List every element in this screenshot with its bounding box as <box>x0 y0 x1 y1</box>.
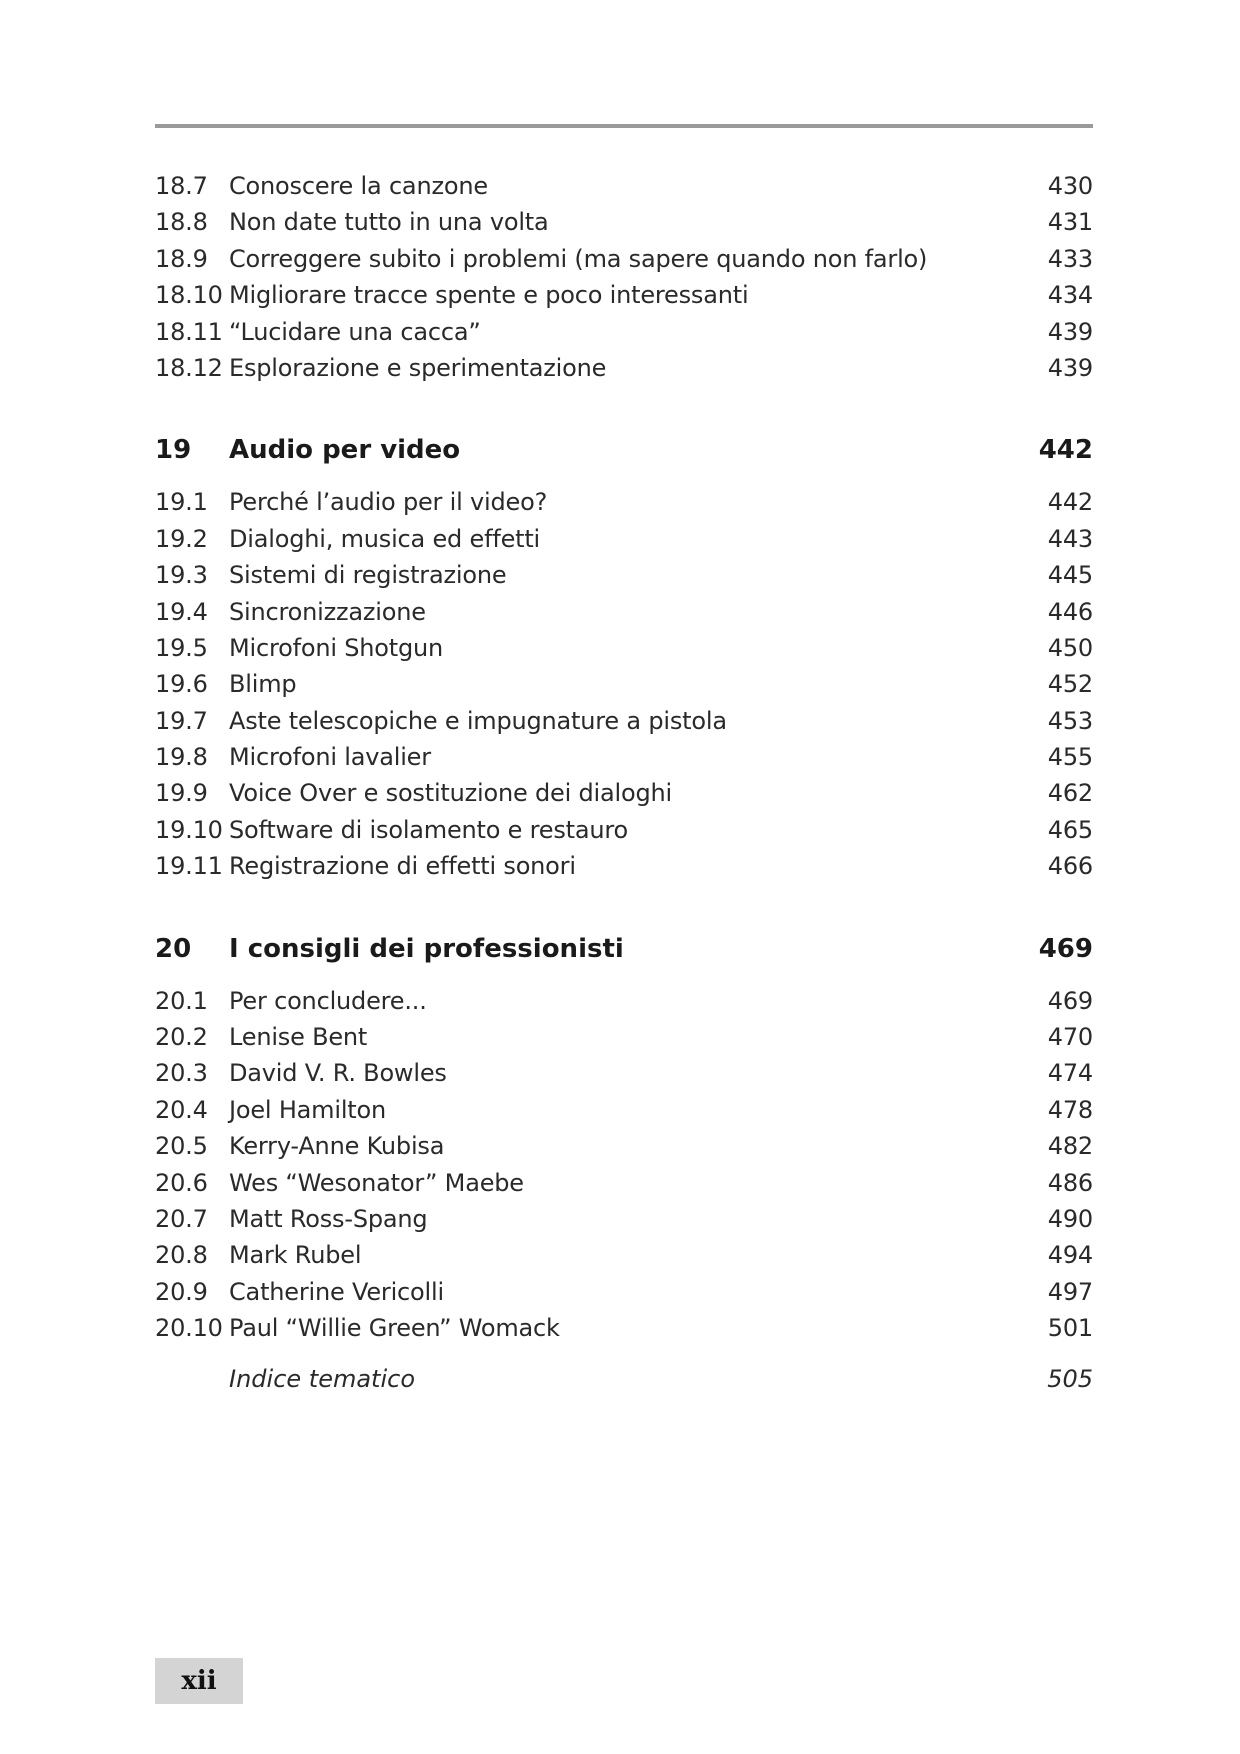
toc-entry-number: 20.2 <box>155 1023 208 1052</box>
spacer <box>155 885 1093 929</box>
toc-entry-page: 434 <box>1047 281 1093 310</box>
toc-entry-page: 439 <box>1047 317 1093 346</box>
toc-entry-20-8[interactable] <box>155 1237 1093 1273</box>
toc-entry-20-7[interactable] <box>155 1201 1093 1237</box>
toc-entry-page: 442 <box>1047 488 1093 517</box>
toc-entry-title: Migliorare tracce spente e poco interessanti <box>229 281 749 310</box>
chapter-number: 19 <box>155 435 192 466</box>
toc-entry-page: 450 <box>1047 633 1093 662</box>
toc-entry-number: 18.11 <box>155 317 223 346</box>
toc-entry-18-9[interactable] <box>155 241 1093 277</box>
toc-entry-number: 19.10 <box>155 815 223 844</box>
toc-entry-number: 20.3 <box>155 1059 208 1088</box>
toc-entry-page: 446 <box>1047 597 1093 626</box>
spacer <box>155 470 1093 484</box>
toc-entry-20-9[interactable] <box>155 1274 1093 1310</box>
toc-entry-page: 501 <box>1047 1314 1093 1343</box>
toc-entry-title: Wes “Wesonator” Maebe <box>229 1168 524 1197</box>
toc-entry-19-10[interactable] <box>155 812 1093 848</box>
toc-entry-20-3[interactable] <box>155 1055 1093 1091</box>
toc-entry-number: 20.10 <box>155 1314 223 1343</box>
toc-entry-page: 469 <box>1047 986 1093 1015</box>
toc-entry-number: 19.9 <box>155 779 208 808</box>
toc-entry-page: 443 <box>1047 524 1093 553</box>
toc-entry-title: Dialoghi, musica ed effetti <box>229 524 541 553</box>
index-page: 505 <box>1047 1364 1093 1393</box>
toc-entry-page: 462 <box>1047 779 1093 808</box>
toc-entry-page: 478 <box>1047 1095 1093 1124</box>
toc-entry-title: Registrazione di effetti sonori <box>229 852 576 881</box>
toc-entry-20-1[interactable] <box>155 983 1093 1019</box>
toc-entry-title: Aste telescopiche e impugnature a pistola <box>229 706 727 735</box>
toc-entry-20-6[interactable] <box>155 1165 1093 1201</box>
toc-entry-19-8[interactable] <box>155 739 1093 775</box>
toc-entry-title: Catherine Vericolli <box>229 1277 444 1306</box>
toc-entry-title: David V. R. Bowles <box>229 1059 447 1088</box>
toc-entry-number: 18.9 <box>155 244 208 273</box>
toc-chapter-20[interactable] <box>155 929 1093 969</box>
toc-entry-page: 482 <box>1047 1132 1093 1161</box>
toc-entry-page: 494 <box>1047 1241 1093 1270</box>
toc-entry-title: Correggere subito i problemi (ma sapere quando non farlo) <box>229 244 928 273</box>
toc-entry-18-11[interactable] <box>155 314 1093 350</box>
toc-entry-title: Kerry-Anne Kubisa <box>229 1132 445 1161</box>
toc-entry-number: 20.1 <box>155 986 208 1015</box>
page-number: xii <box>155 1658 243 1704</box>
spacer <box>155 969 1093 983</box>
toc-entry-19-11[interactable] <box>155 848 1093 884</box>
toc-entry-number: 20.5 <box>155 1132 208 1161</box>
toc-entry-page: 466 <box>1047 852 1093 881</box>
table-of-contents <box>155 168 1093 1397</box>
toc-entry-title: Per concludere... <box>229 986 427 1015</box>
toc-entry-number: 19.1 <box>155 488 208 517</box>
toc-entry-title: Conoscere la canzone <box>229 172 488 200</box>
toc-entry-page: 490 <box>1047 1204 1093 1233</box>
toc-entry-title: Joel Hamilton <box>229 1095 386 1124</box>
toc-entry-number: 19.11 <box>155 852 223 881</box>
toc-entry-page: 474 <box>1047 1059 1093 1088</box>
chapter-title: Audio per video <box>229 435 461 466</box>
toc-entry-title: Blimp <box>229 670 297 699</box>
top-rule <box>155 124 1093 128</box>
toc-entry-title: Perché l’audio per il video? <box>229 488 548 517</box>
toc-entry-number: 19.2 <box>155 524 208 553</box>
toc-entry-title: Paul “Willie Green” Womack <box>229 1314 560 1343</box>
toc-entry-title: Non date tutto in una volta <box>229 208 549 237</box>
chapter-number: 20 <box>155 933 192 964</box>
toc-entry-20-10[interactable] <box>155 1310 1093 1346</box>
toc-entry-page: 497 <box>1047 1277 1093 1306</box>
toc-entry-number: 20.4 <box>155 1095 208 1124</box>
toc-entry-19-4[interactable] <box>155 594 1093 630</box>
toc-entry-18-7[interactable] <box>155 168 1093 204</box>
toc-entry-19-3[interactable] <box>155 557 1093 593</box>
toc-entry-title: Mark Rubel <box>229 1241 362 1270</box>
toc-entry-number: 19.8 <box>155 743 208 772</box>
toc-entry-page: 455 <box>1047 743 1093 772</box>
toc-entry-page: 465 <box>1047 815 1093 844</box>
toc-entry-page: 431 <box>1047 208 1093 237</box>
toc-entry-title: Sistemi di registrazione <box>229 561 507 590</box>
toc-entry-19-2[interactable] <box>155 521 1093 557</box>
toc-entry-19-9[interactable] <box>155 775 1093 811</box>
toc-entry-page: 433 <box>1047 244 1093 273</box>
toc-entry-number: 19.4 <box>155 597 208 626</box>
toc-entry-page: 486 <box>1047 1168 1093 1197</box>
toc-entry-title: Microfoni Shotgun <box>229 633 444 662</box>
spacer <box>155 386 1093 430</box>
toc-entry-number: 19.6 <box>155 670 208 699</box>
toc-entry-number: 19.7 <box>155 706 208 735</box>
toc-entry-19-7[interactable] <box>155 703 1093 739</box>
toc-entry-page: 445 <box>1047 561 1093 590</box>
toc-entry-title: Matt Ross-Spang <box>229 1204 428 1233</box>
toc-entry-18-12[interactable] <box>155 350 1093 386</box>
toc-entry-title: Lenise Bent <box>229 1023 368 1052</box>
toc-entry-title: Microfoni lavalier <box>229 743 431 772</box>
toc-entry-page: 453 <box>1047 706 1093 735</box>
toc-entry-18-10[interactable] <box>155 277 1093 313</box>
toc-entry-page: 439 <box>1047 353 1093 382</box>
toc-entry-19-6[interactable] <box>155 666 1093 702</box>
toc-entry-number: 20.6 <box>155 1168 208 1197</box>
toc-entry-number: 18.8 <box>155 208 208 237</box>
toc-entry-number: 20.7 <box>155 1204 208 1233</box>
toc-entry-number: 19.3 <box>155 561 208 590</box>
toc-entry-page: 430 <box>1047 172 1093 200</box>
chapter-page: 469 <box>1038 933 1093 964</box>
toc-entry-page: 470 <box>1047 1023 1093 1052</box>
toc-entry-number: 19.5 <box>155 633 208 662</box>
toc-entry-title: Software di isolamento e restauro <box>229 815 629 844</box>
toc-entry-20-2[interactable] <box>155 1019 1093 1055</box>
chapter-page: 442 <box>1038 435 1093 466</box>
spacer <box>155 1347 1093 1361</box>
toc-entry-19-5[interactable] <box>155 630 1093 666</box>
toc-chapter-19[interactable] <box>155 430 1093 470</box>
toc-entry-number: 20.9 <box>155 1277 208 1306</box>
toc-entry-19-1[interactable] <box>155 484 1093 520</box>
index-title: Indice tematico <box>229 1364 415 1393</box>
toc-entry-number: 18.7 <box>155 172 208 200</box>
toc-entry-number: 20.8 <box>155 1241 208 1270</box>
toc-entry-18-8[interactable] <box>155 204 1093 240</box>
toc-entry-number: 18.12 <box>155 353 223 382</box>
toc-entry-title: Voice Over e sostituzione dei dialoghi <box>229 779 672 808</box>
toc-entry-title: Sincronizzazione <box>229 597 426 626</box>
toc-entry-20-5[interactable] <box>155 1128 1093 1164</box>
toc-entry-page: 452 <box>1047 670 1093 699</box>
chapter-title: I consigli dei professionisti <box>229 933 624 964</box>
toc-index-entry[interactable] <box>155 1361 1093 1397</box>
toc-entry-number: 18.10 <box>155 281 223 310</box>
toc-entry-title: “Lucidare una cacca” <box>229 317 481 346</box>
toc-entry-title: Esplorazione e sperimentazione <box>229 353 607 382</box>
toc-entry-20-4[interactable] <box>155 1092 1093 1128</box>
